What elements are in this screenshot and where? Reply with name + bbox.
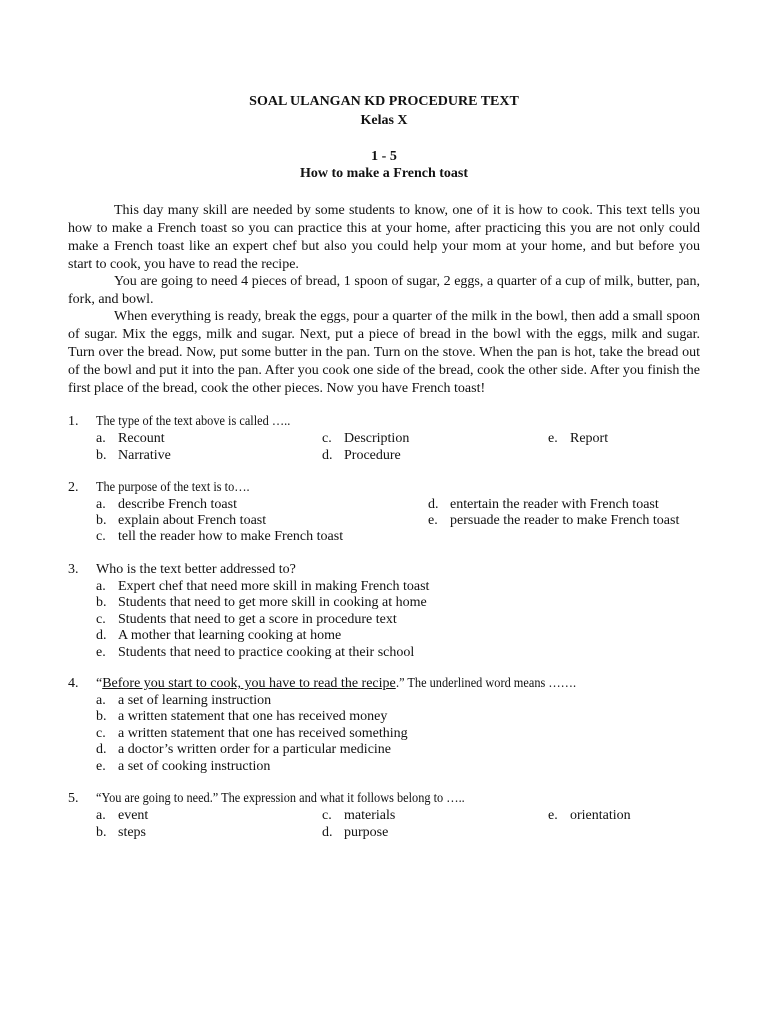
- option-b[interactable]: [96, 447, 171, 464]
- option-text: tell the reader how to make French toast: [118, 529, 344, 544]
- option-text: orientation: [570, 808, 631, 823]
- option-d[interactable]: [322, 824, 388, 841]
- option-letter: b.: [96, 513, 107, 528]
- option-text: Expert chef that need more skill in making French toast: [118, 579, 430, 594]
- option-text: describe French toast: [118, 497, 237, 512]
- option-b[interactable]: [96, 824, 146, 841]
- reading-paragraph-1: [68, 202, 700, 274]
- option-b[interactable]: [96, 594, 427, 611]
- option-text: Report: [570, 431, 609, 446]
- option-d[interactable]: [96, 741, 391, 758]
- option-c[interactable]: [322, 807, 395, 824]
- option-text: a written statement that one has received something: [118, 726, 408, 741]
- option-text: purpose: [344, 825, 389, 840]
- option-text: a set of learning instruction: [118, 693, 272, 708]
- option-letter: e.: [548, 808, 558, 823]
- option-text: steps: [118, 825, 146, 840]
- quote-open: “: [96, 676, 103, 691]
- option-text: explain about French toast: [118, 513, 267, 528]
- option-letter: a.: [96, 693, 106, 708]
- question-text: [96, 790, 515, 807]
- option-text: event: [118, 808, 149, 823]
- option-b[interactable]: [96, 512, 266, 529]
- reading-paragraph-2-text: You are going to need 4 pieces of bread, 1 spoon of sugar, 2 eggs, a quarter of a cup of milk, butter, pan, fork, and bowl.: [68, 274, 700, 307]
- option-letter: c.: [322, 431, 332, 446]
- option-c[interactable]: [96, 725, 408, 742]
- question-range: 1 - 5: [371, 149, 397, 164]
- option-letter: a.: [96, 431, 106, 446]
- option-c[interactable]: [96, 528, 343, 545]
- option-d[interactable]: [322, 447, 401, 464]
- option-text: Students that need to practice cooking at their school: [118, 645, 415, 660]
- option-letter: e.: [548, 431, 558, 446]
- option-a[interactable]: [96, 692, 271, 709]
- option-letter: b.: [96, 595, 107, 610]
- text-title: How to make a French toast: [299, 166, 469, 181]
- reading-paragraph-2: [68, 273, 700, 309]
- option-text: a set of cooking instruction: [118, 759, 271, 774]
- option-text: Procedure: [344, 448, 401, 463]
- option-text: a written statement that one has received money: [118, 709, 388, 724]
- option-text: materials: [344, 808, 396, 823]
- option-e[interactable]: [428, 512, 679, 529]
- option-text: entertain the reader with French toast: [450, 497, 659, 512]
- option-text: Description: [344, 431, 410, 446]
- option-a[interactable]: [96, 496, 237, 513]
- option-e[interactable]: [96, 644, 414, 661]
- exam-title: SOAL ULANGAN KD PROCEDURE TEXT: [249, 94, 519, 109]
- question-number: 1.: [68, 414, 79, 429]
- option-letter: e.: [96, 759, 106, 774]
- option-c[interactable]: [322, 430, 409, 447]
- option-e[interactable]: [96, 758, 270, 775]
- question-text: Who is the text better addressed to?: [96, 562, 296, 577]
- question-number: 4.: [68, 676, 79, 691]
- option-e[interactable]: [548, 807, 631, 824]
- option-letter: d.: [96, 628, 107, 643]
- option-letter: c.: [96, 529, 106, 544]
- question-number: 5.: [68, 791, 79, 806]
- question-text-content: The purpose of the text is to….: [96, 480, 250, 495]
- question-text-tail: .” The underlined word means …….: [395, 676, 576, 691]
- option-c[interactable]: [96, 611, 397, 628]
- option-text: Narrative: [118, 448, 171, 463]
- option-text: Students that need to get more skill in cooking at home: [118, 595, 427, 610]
- question-text-content: “You are going to need.” The expression and what it follows belong to …..: [96, 791, 465, 806]
- option-letter: d.: [322, 825, 333, 840]
- option-text: A mother that learning cooking at home: [118, 628, 342, 643]
- option-letter: e.: [96, 645, 106, 660]
- option-a[interactable]: [96, 578, 429, 595]
- option-letter: d.: [322, 448, 333, 463]
- option-letter: a.: [96, 808, 106, 823]
- option-letter: b.: [96, 448, 107, 463]
- question-text-content: The type of the text above is called …..: [96, 414, 291, 429]
- underlined-phrase: Before you start to cook, you have to read the recipe: [102, 676, 396, 691]
- option-a[interactable]: [96, 430, 165, 447]
- option-text: Recount: [118, 431, 165, 446]
- option-text: Students that need to get a score in procedure text: [118, 612, 397, 627]
- reading-paragraph-3: [68, 308, 700, 398]
- option-letter: c.: [96, 726, 106, 741]
- reading-paragraph-1-text: This day many skill are needed by some students to know, one of it is how to cook. This text tells you how to make a French toast so you can practice this at your home, after practicing this you are not only could make a French toast like an expert chef but also you could help your mom at your home, and but before you start to cook, you have to read the recipe.: [68, 203, 700, 272]
- option-letter: e.: [428, 513, 438, 528]
- option-letter: c.: [322, 808, 332, 823]
- option-text: a doctor’s written order for a particular medicine: [118, 742, 392, 757]
- question-number: 2.: [68, 480, 79, 495]
- option-e[interactable]: [548, 430, 608, 447]
- class-label: Kelas X: [360, 113, 408, 128]
- question-text: [96, 479, 271, 496]
- option-a[interactable]: [96, 807, 148, 824]
- question-text: [96, 413, 317, 430]
- question-text: [96, 675, 600, 692]
- option-letter: a.: [96, 579, 106, 594]
- option-letter: b.: [96, 825, 107, 840]
- option-letter: b.: [96, 709, 107, 724]
- option-letter: d.: [96, 742, 107, 757]
- reading-paragraph-3-text: When everything is ready, break the eggs, pour a quarter of the milk in the bowl, then add a small spoon of sugar. Mix the eggs, milk and sugar. Next, put a piece of bread in the bowl with the eggs, milk and sugar. Turn over the bread. Now, put some butter in the pan. Turn on the stove. When the pan is hot, take the bread out of the bowl and put it into the pan. After you cook one side of the bread, cook the other side. After you finish the first place of the bread, cook the other pieces. Now you have French toast!: [68, 309, 700, 396]
- question-number: 3.: [68, 562, 79, 577]
- option-letter: d.: [428, 497, 439, 512]
- option-d[interactable]: [428, 496, 659, 513]
- option-d[interactable]: [96, 627, 341, 644]
- option-b[interactable]: [96, 708, 387, 725]
- option-letter: c.: [96, 612, 106, 627]
- option-text: persuade the reader to make French toast: [450, 513, 680, 528]
- option-letter: a.: [96, 497, 106, 512]
